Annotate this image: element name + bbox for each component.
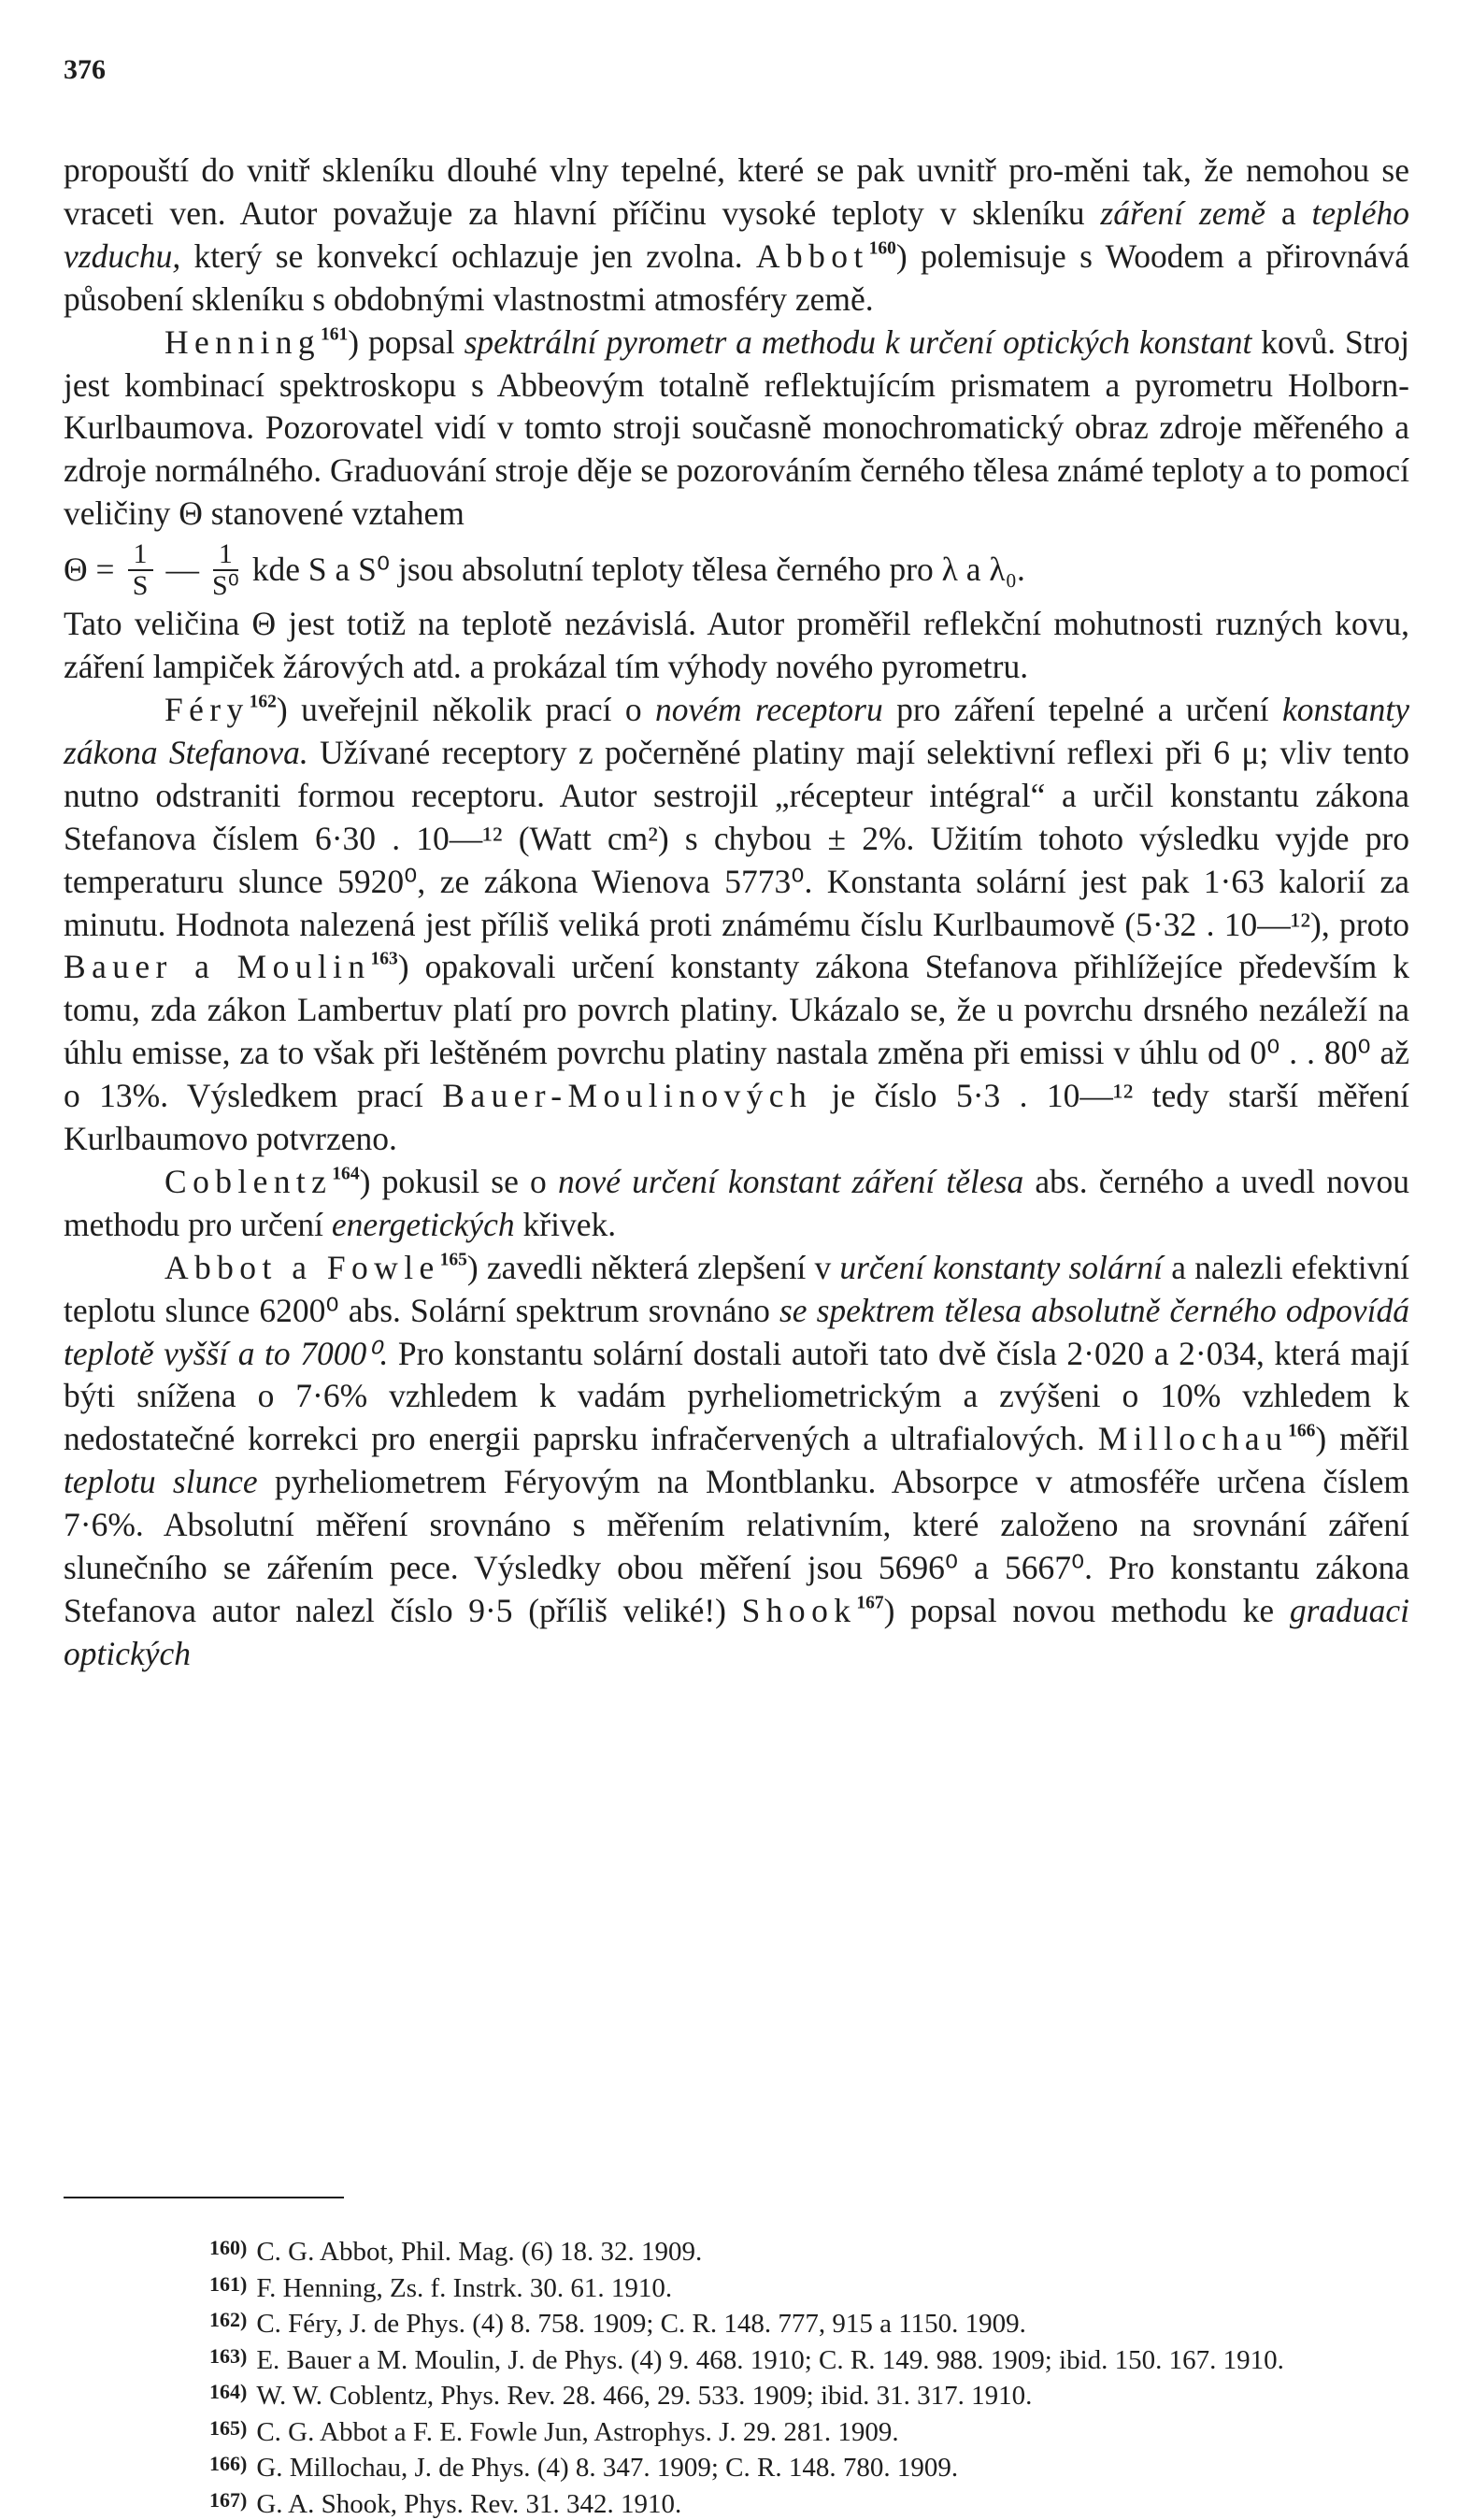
footnote-ref: 163 [371, 950, 398, 969]
paragraph [64, 322, 1409, 537]
author-name: Bauer-Moulinových [442, 1077, 812, 1114]
text-run: pro záření tepelné a určení [896, 691, 1268, 728]
footnote-ref: 161 [321, 324, 348, 344]
footnote-number: 167) [209, 2484, 247, 2516]
footnote-text: F. Henning, Zs. f. Instrk. 30. 61. 1910. [256, 2273, 672, 2303]
italic-text: záření země [1100, 194, 1265, 232]
numerator: 1 [213, 539, 238, 571]
footnote-ref: 166 [1288, 1422, 1315, 1441]
formula-line [64, 539, 1409, 601]
footnote-ref: 160 [869, 238, 896, 258]
italic-text: se spektrem tělesa absolutně černého odpovídá teplotě vyšší a to 7000⁰. [64, 1292, 1409, 1372]
text-run: kovů. Stroj jest kombinací spektroskopu s Abbeovým totalně reflektujícím prismatem a pyrometru Holborn-Kurlbaumova. Pozorovatel vidí v tomto stroji současně monochromatický obraz zdroje měřeného a zdroje normálného. Graduování stroje děje se pozorováním černého tělesa známé teploty a to pomocí veličiny Θ stanovené vztahem [64, 323, 1409, 533]
italic-text: novém receptoru [655, 691, 883, 728]
text-run: Užívané receptory z počerněné platiny mají selektivní reflexi při 6 μ; vliv tento nutno odstraniti formou receptoru. Autor sestrojil „récepteur intégral“ a určil konstantu zákona Stefanova číslem 6·30 . 10—¹² (Watt cm²) s chybou ± 2%. Užitím tohoto výsledku vyjde pro temperaturu slunce 5920⁰, ze zákona Wienova 5773⁰. Konstanta solární jest pak 1·63 kalorií za minutu. Hodnota nalezená jest příliš veliká proti známému číslu Kurlbaumově (5·32 . 10—¹²), proto [64, 734, 1409, 943]
fraction [212, 539, 239, 601]
text-run: propouští do vnitř skleníku dlouhé vlny tepelné, které se pak uvnitř pro-měni tak, že nemohou se vraceti ven. Autor považuje za hlavní příčinu vysoké teploty v skleníku [64, 151, 1409, 232]
footnote-number: 162) [209, 2304, 247, 2336]
text-run: abs. černého a uvedl novou methodu pro určení [64, 1163, 1409, 1243]
italic-text: teplotu slunce [64, 1463, 258, 1500]
text-run: ) popsal novou methodu ke [884, 1592, 1275, 1629]
minus-sign: — [166, 549, 200, 592]
italic-text: graduaci optických [64, 1592, 1409, 1672]
author-name: Millochau [1098, 1420, 1288, 1457]
text-run: Pro konstantu solární dostali autoři tato dvě čísla 2·020 a 2·034, která mají býti snížena o 7·6% vzhledem k vadám pyrheliometrickým a zvýšeni o 10% vzhledem k nedostatečné korrekci pro energii paprsku infračervených a ultrafialových. [64, 1335, 1409, 1458]
italic-text: konstanty zákona Stefanova. [64, 691, 1409, 771]
footnote-text: C. G. Abbot, Phil. Mag. (6) 18. 32. 1909. [256, 2237, 702, 2267]
footnote-ref: 162 [250, 692, 277, 711]
text-run: který se konvekcí ochlazuje jen zvolna. [194, 237, 743, 275]
paragraph [64, 150, 1409, 322]
footnote-number: 165) [209, 2413, 247, 2444]
italic-text: teplého vzduchu, [64, 194, 1409, 275]
text-run: ) pokusil se o [360, 1163, 547, 1200]
italic-text: nové určení konstant záření tělesa [558, 1163, 1023, 1200]
italic-text: spektrální pyrometr a methodu k určení optických konstant [465, 323, 1252, 361]
text-run: ) polemisuje s Woodem a přirovnává působení skleníku s obdobnými vlastnostmi atmosféry země. [64, 237, 1409, 318]
footnote [64, 2376, 1409, 2413]
text-run: křivek. [523, 1206, 617, 1243]
paragraph [64, 1247, 1409, 1676]
footnote-text: W. W. Coblentz, Phys. Rev. 28. 466, 29. 533. 1909; ibid. 31. 317. 1910. [256, 2381, 1032, 2411]
footnote-number: 166) [209, 2448, 247, 2480]
footnote [64, 2413, 1409, 2449]
footnote-number: 161) [209, 2269, 247, 2300]
footnote-number: 164) [209, 2376, 247, 2408]
text-run: a [1281, 194, 1296, 232]
author-name: Abbot a Fowle [164, 1249, 440, 1286]
footnote [64, 2232, 1409, 2269]
text-run: ) uveřejnil několik prací o [277, 691, 642, 728]
footnote-divider [64, 2197, 344, 2198]
author-name: Henning [164, 323, 321, 361]
denominator: S [133, 571, 149, 601]
footnote-text: G. A. Shook, Phys. Rev. 31. 342. 1910. [256, 2489, 681, 2519]
footnote-text: C. G. Abbot a F. E. Fowle Jun, Astrophys. J. 29. 281. 1909. [256, 2417, 898, 2447]
footnote [64, 2304, 1409, 2341]
paragraph [64, 603, 1409, 689]
page-number: 376 [64, 54, 106, 86]
author-name: Coblentz [164, 1163, 332, 1200]
footnote-ref: 165 [440, 1250, 467, 1269]
footnotes [64, 2232, 1409, 2520]
text-run: je číslo 5·3 . 10—¹² tedy starší měření Kurlbaumovo potvrzeno. [64, 1077, 1409, 1157]
text-run: ) měřil [1315, 1420, 1409, 1457]
formula-text: kde S a S⁰ jsou absolutní teploty tělesa černého pro λ a λ₀. [252, 549, 1025, 592]
text-run: Tato veličina Θ jest totiž na teplotě nezávislá. Autor proměřil reflekční mohutnosti ruzných kovu, záření lampiček žárových atd. a prokázal tím výhody nového pyrometru. [64, 605, 1409, 685]
footnote-number: 160) [209, 2232, 247, 2264]
footnote-text: E. Bauer a M. Moulin, J. de Phys. (4) 9. 468. 1910; C. R. 149. 988. 1909; ibid. 150. 167. 1910. [256, 2345, 1284, 2375]
denominator: S⁰ [212, 571, 239, 601]
author-name: Shook [742, 1592, 857, 1629]
fraction [128, 539, 153, 601]
numerator: 1 [128, 539, 153, 571]
footnote [64, 2484, 1409, 2520]
footnote [64, 2341, 1409, 2377]
author-name: Abbot [756, 237, 869, 275]
footnote-ref: 167 [856, 1593, 883, 1612]
text-run: ) zavedli některá zlepšení v [467, 1249, 831, 1286]
text-run: pyrheliometrem Féryovým na Montblanku. Absorpce v atmosféře určena číslem 7·6%. Absolutní měření srovnáno s měřením relativním, které založeno na srovnání záření slunečního se zářením pece. Výsledky obou měření jsou 5696⁰ a 5667⁰. Pro konstantu zákona Stefanova autor nalezl číslo 9·5 (příliš veliké!) [64, 1463, 1409, 1629]
footnote-number: 163) [209, 2341, 247, 2372]
footnote-text: G. Millochau, J. de Phys. (4) 8. 347. 1909; C. R. 148. 780. 1909. [256, 2453, 958, 2483]
formula [64, 539, 1025, 601]
footnote-text: C. Féry, J. de Phys. (4) 8. 758. 1909; C. R. 148. 777, 915 a 1150. 1909. [256, 2309, 1026, 2339]
author-name: Bauer a Moulin [64, 948, 371, 985]
text-run: a nalezli efektivní teplotu slunce 6200⁰ abs. Solární spektrum srovnáno [64, 1249, 1409, 1329]
italic-text: energetických [332, 1206, 515, 1243]
body-text [64, 150, 1409, 1676]
footnote-ref: 164 [332, 1164, 359, 1183]
formula-lhs: Θ = [64, 549, 115, 592]
paragraph [64, 1161, 1409, 1247]
paragraph [64, 689, 1409, 1161]
author-name: Féry [164, 691, 250, 728]
footnote [64, 2269, 1409, 2305]
text-run: ) popsal [348, 323, 454, 361]
italic-text: určení konstanty solární [839, 1249, 1163, 1286]
footnote [64, 2448, 1409, 2484]
text-run: ) opakovali určení konstanty zákona Stefanova přihlížejíce především k tomu, zda zákon Lambertuv platí pro povrch platiny. Ukázalo se, že u povrchu drsného nezáleží na úhlu emisse, za to však při leštěném povrchu platiny nastala změna při emissi v úhlu od 0⁰ . . 80⁰ až o 13%. Výsledkem prací [64, 948, 1409, 1114]
